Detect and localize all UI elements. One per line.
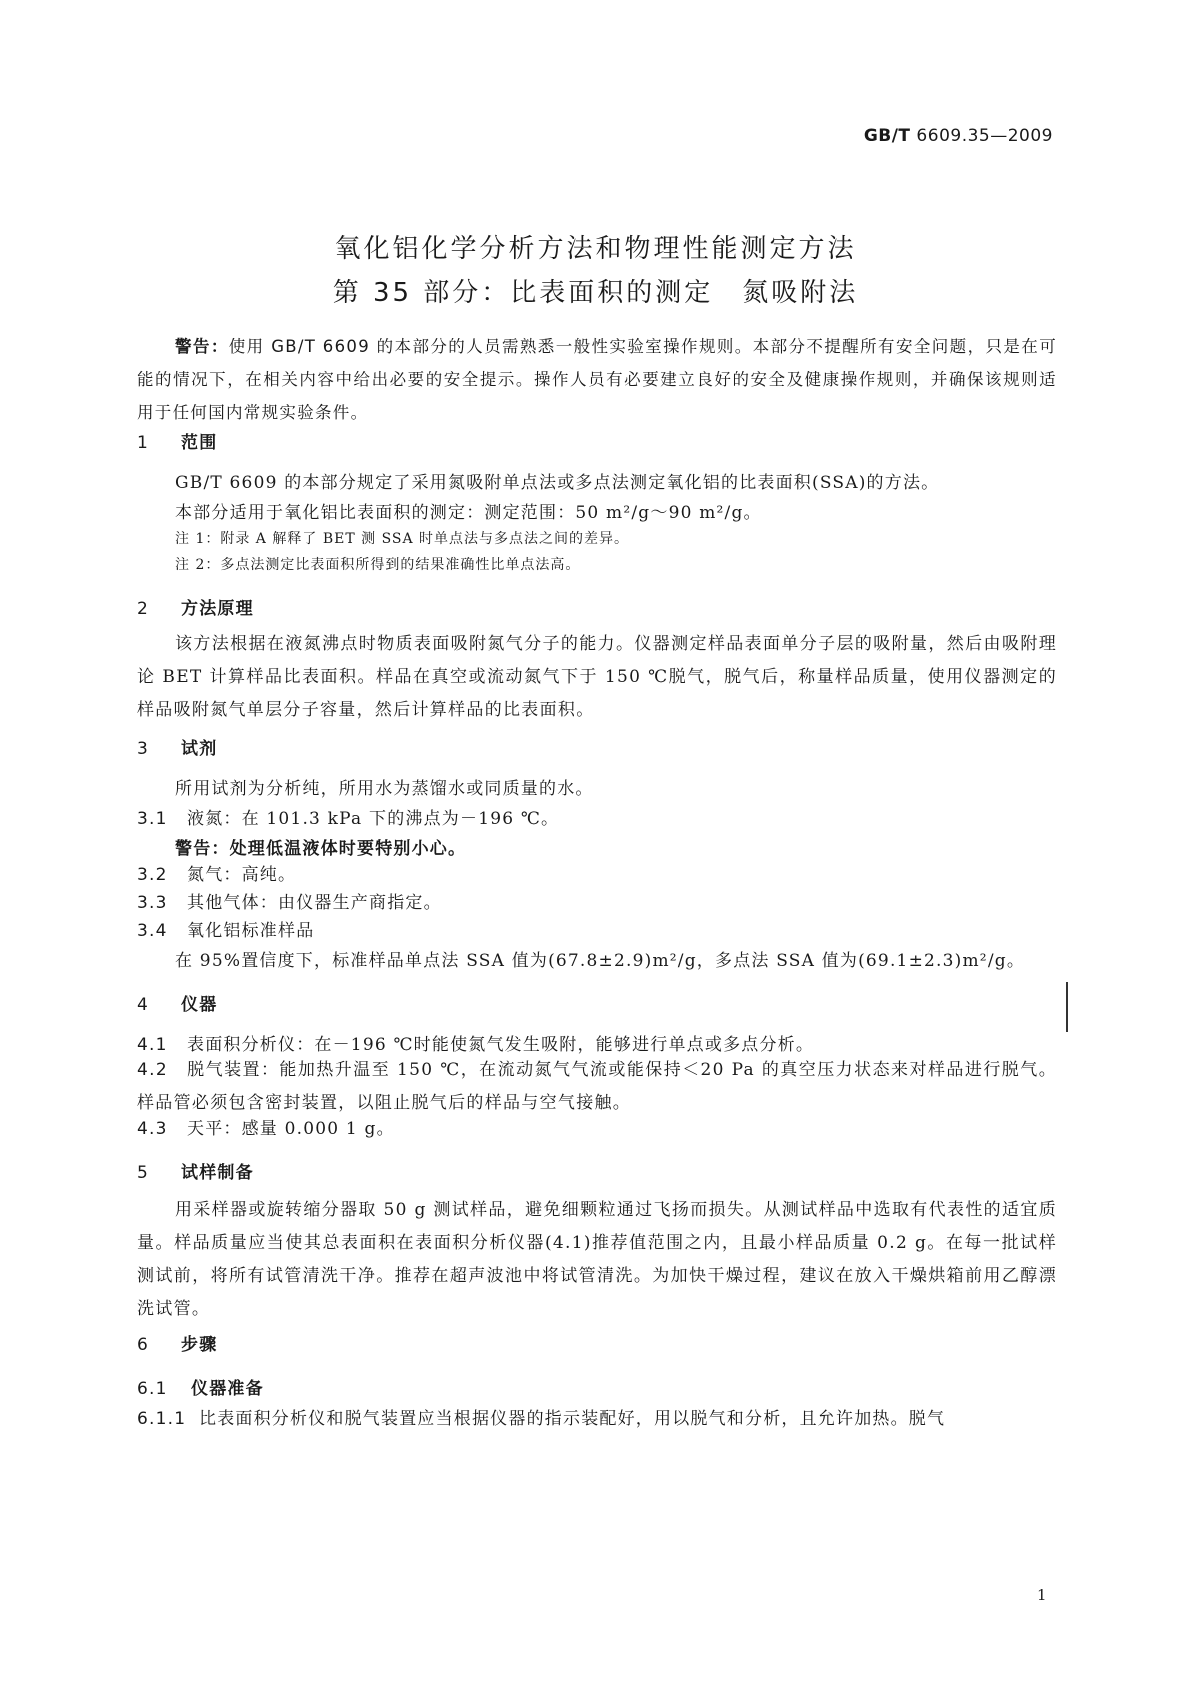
item-4-3: 4.3 天平：感量 0.000 1 g。 — [137, 1119, 395, 1139]
section-1-paragraph-2: 本部分适用于氧化铝比表面积的测定：测定范围：50 m²/g～90 m²/g。 — [175, 503, 762, 523]
item-4-2: 4.2 脱气装置：能加热升温至 150 ℃，在流动氮气气流或能保持＜20 Pa 的真空压力状态来对样品进行脱气。样品管必须包含密封装置，以阻止脱气后的样品与空气接触。 — [137, 1060, 1057, 1113]
item-3-4: 3.4 氧化铝标准样品 — [137, 921, 315, 941]
section-3-heading: 3 试剂 — [137, 739, 218, 759]
section-6-heading: 6 步骤 — [137, 1335, 218, 1355]
section-1-paragraph-1: GB/T 6609 的本部分规定了采用氮吸附单点法或多点法测定氧化铝的比表面积(SSA)的方法。 — [175, 473, 940, 493]
item-3-3: 3.3 其他气体：由仪器生产商指定。 — [137, 893, 442, 913]
section-5-heading: 5 试样制备 — [137, 1163, 254, 1183]
section-2-paragraph: 该方法根据在液氮沸点时物质表面吸附氮气分子的能力。仪器测定样品表面单分子层的吸附量，然后由吸附理论 BET 计算样品比表面积。样品在真空或流动氮气下于 150 ℃脱气，脱气后，称量样品质量，使用仪器测定的样品吸附氮气单层分子容量，然后计算样品的比表面积。 — [137, 634, 1057, 720]
section-1-heading: 1 范围 — [137, 433, 218, 453]
section-4-heading: 4 仪器 — [137, 995, 218, 1015]
page-number: 1 — [1037, 1586, 1047, 1604]
title-line-1: 氧化铝化学分析方法和物理性能测定方法 — [334, 234, 857, 264]
section-1-note-2: 注 2：多点法测定比表面积所得到的结果准确性比单点法高。 — [175, 557, 581, 573]
item-6-1-1: 6.1.1 比表面积分析仪和脱气装置应当根据仪器的指示装配好，用以脱气和分析，且允许加热。脱气 — [137, 1409, 946, 1429]
revision-bar — [1066, 982, 1068, 1032]
item-4-1: 4.1 表面积分析仪：在－196 ℃时能使氮气发生吸附，能够进行单点或多点分析。 — [137, 1035, 815, 1055]
section-1-note-1: 注 1：附录 A 解释了 BET 测 SSA 时单点法与多点法之间的差异。 — [175, 531, 630, 547]
section-5-paragraph: 用采样器或旋转缩分器取 50 g 测试样品，避免细颗粒通过飞扬而损失。从测试样品中选取有代表性的适宜质量。样品质量应当使其总表面积在表面积分析仪器(4.1)推荐值范围之内，且最小样品质量 0.2 g。在每一批试样测试前，将所有试管清洗干净。推荐在超声波池中将试管清洗。为加快干燥过程，建议在放入干燥烘箱前用乙醇漂洗试管。 — [137, 1200, 1057, 1319]
safety-warning: 警告：使用 GB/T 6609 的本部分的人员需熟悉一般性实验室操作规则。本部分不提醒所有安全问题，只是在可能的情况下，在相关内容中给出必要的安全提示。操作人员有必要建立良好的安全及健康操作规则，并确保该规则适用于任何国内常规实验条件。 — [137, 337, 1057, 422]
subsection-6-1-heading: 6.1 仪器准备 — [137, 1379, 264, 1399]
document-code: GB/T 6609.35—2009 — [863, 126, 1053, 146]
item-3-2: 3.2 氮气：高纯。 — [137, 865, 297, 885]
item-3-4-text: 在 95%置信度下，标准样品单点法 SSA 值为(67.8±2.9)m²/g，多点法 SSA 值为(69.1±2.3)m²/g。 — [175, 951, 1026, 971]
item-3-1: 3.1 液氮：在 101.3 kPa 下的沸点为－196 ℃。 — [137, 809, 560, 829]
section-3-paragraph: 所用试剂为分析纯，所用水为蒸馏水或同质量的水。 — [175, 779, 594, 799]
section-2-heading: 2 方法原理 — [137, 599, 254, 619]
item-3-1-warning: 警告：处理低温液体时要特别小心。 — [175, 839, 467, 859]
title-line-2: 第 35 部分：比表面积的测定 氮吸附法 — [332, 278, 859, 308]
